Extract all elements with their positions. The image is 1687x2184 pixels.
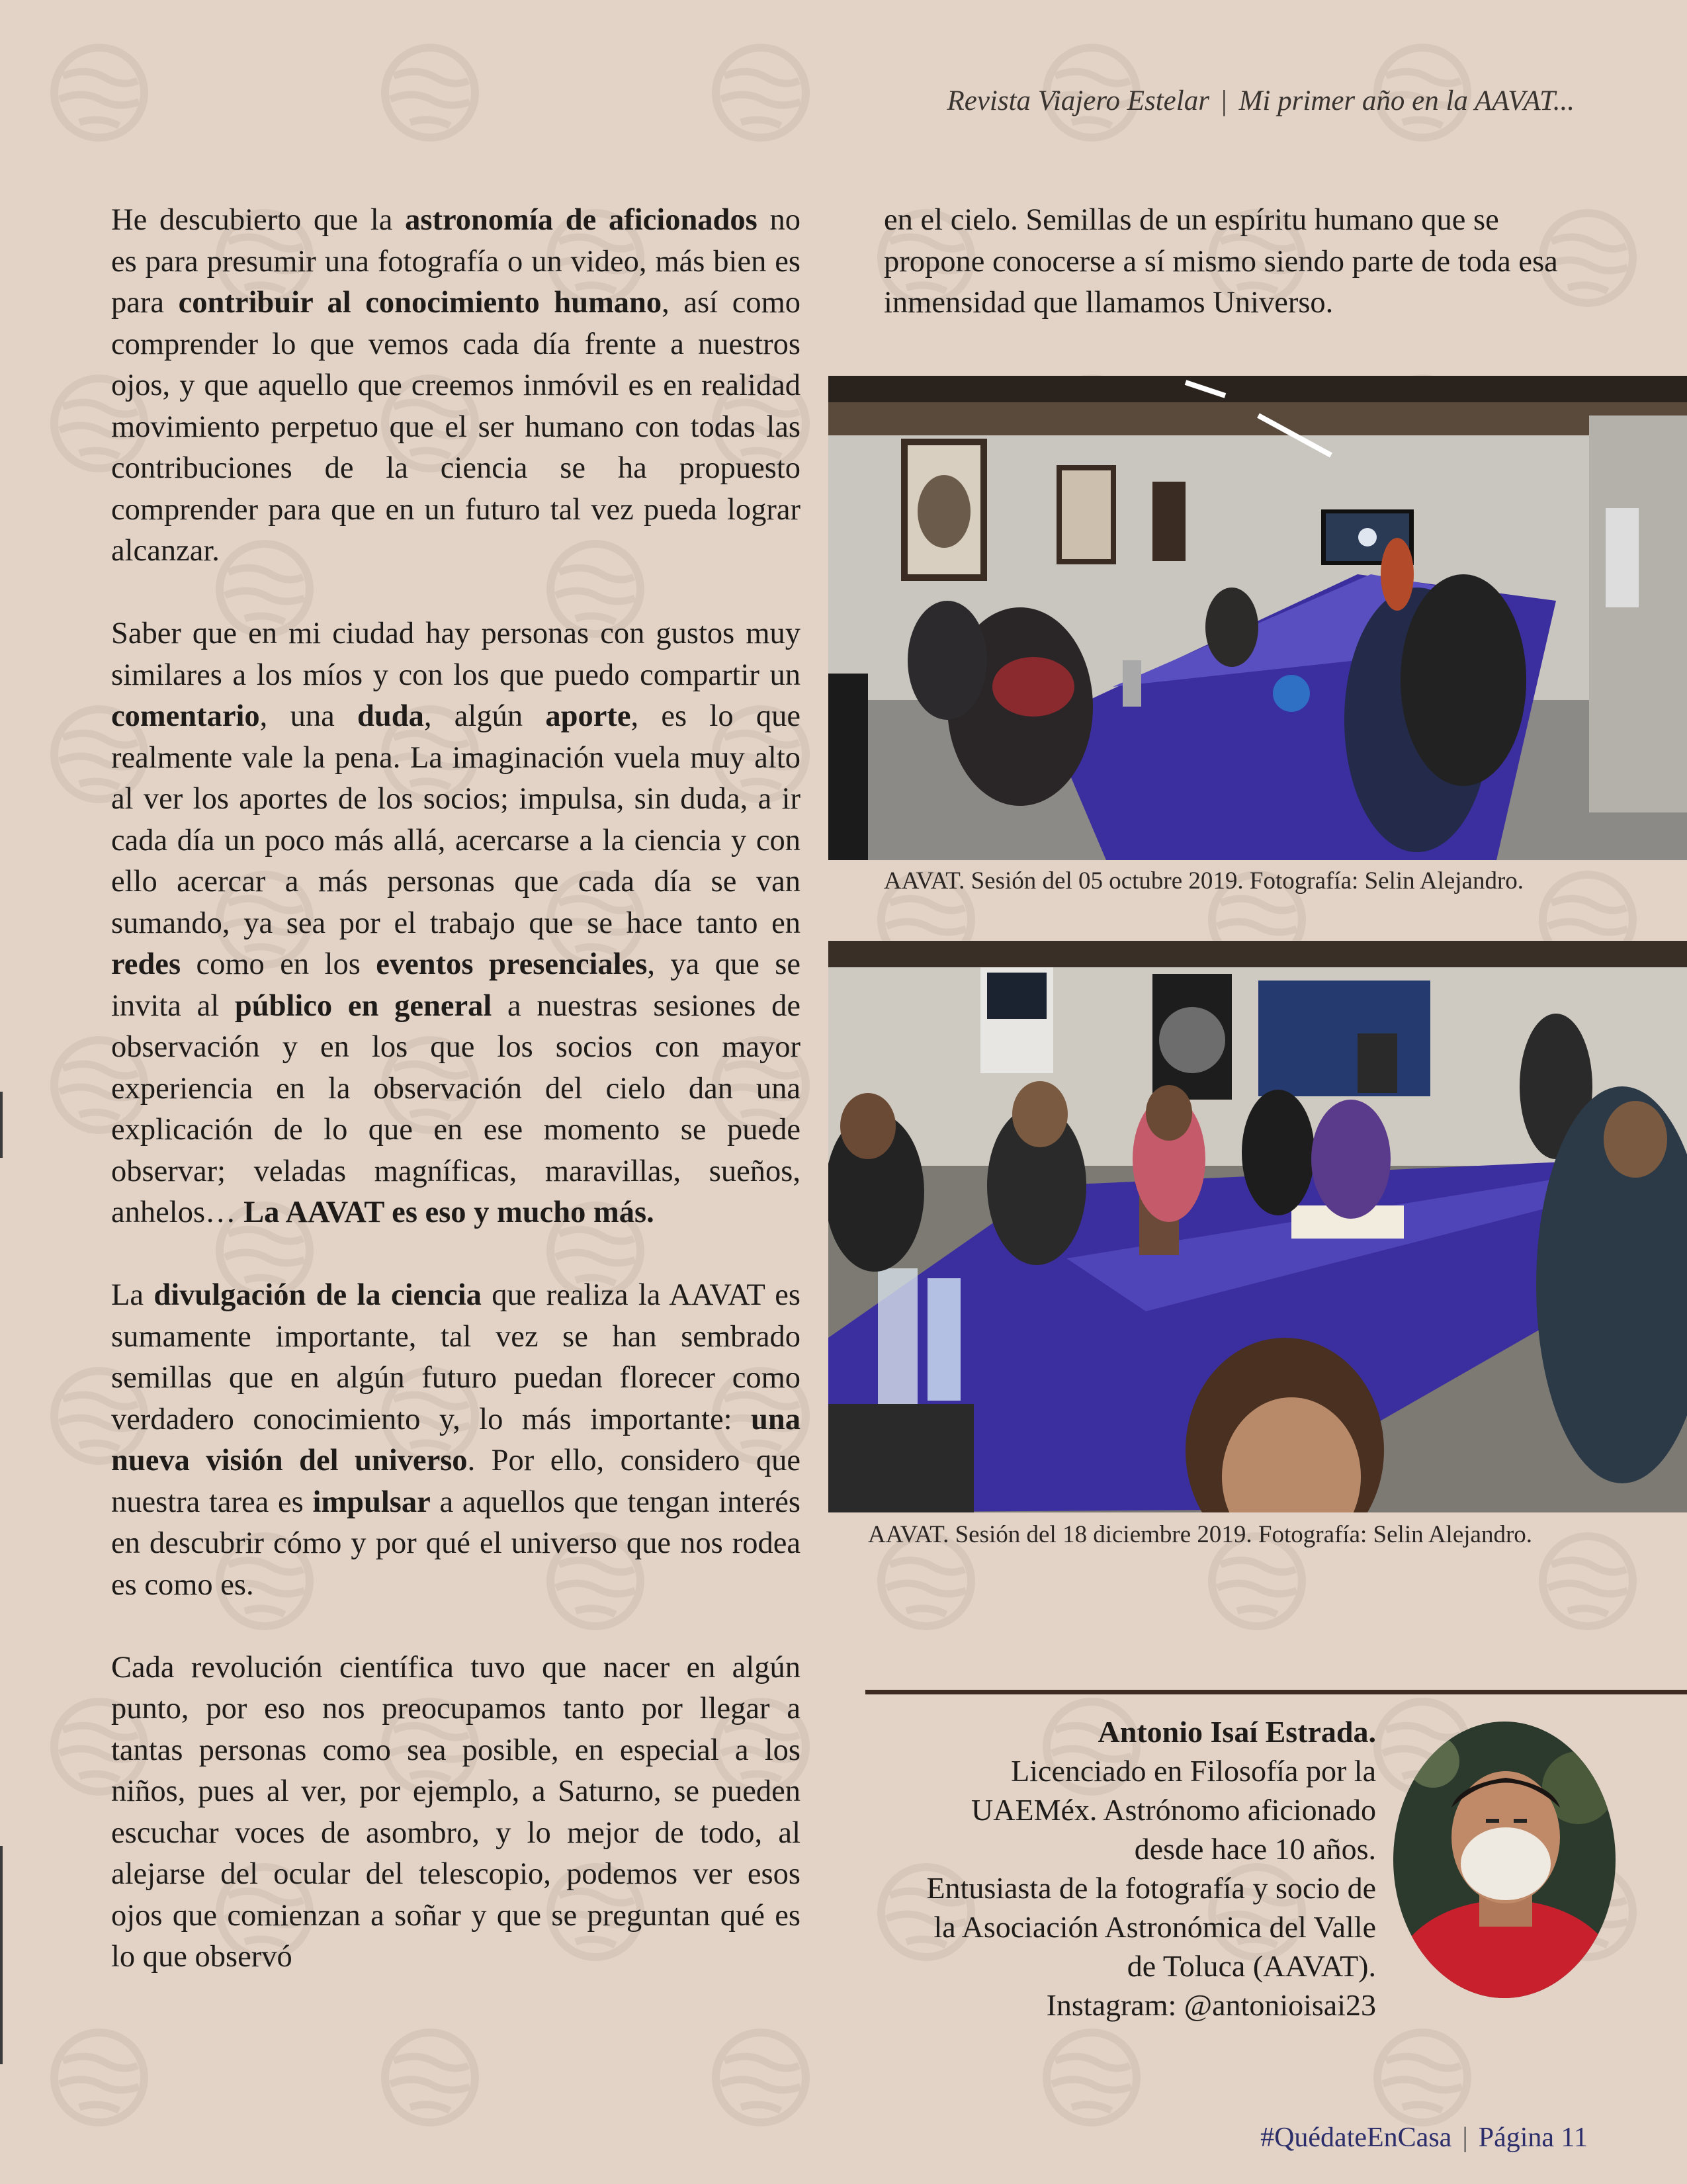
author-name: Antonio Isaí Estrada. (1098, 1715, 1376, 1749)
header-separator: | (1221, 85, 1227, 116)
paragraph-continuation: en el cielo. Semillas de un espíritu humano que se propone conocerse a sí mismo siendo parte de toda esa inmensidad que llamamos Universo. (884, 203, 1558, 320)
author-bio (781, 1712, 1376, 2025)
hashtag: #QuédateEnCasa (1260, 2122, 1452, 2153)
magazine-title: Revista Viajero Estelar (947, 85, 1209, 116)
scan-edge-mark (0, 1092, 3, 1158)
bio-line: Licenciado en Filosofía por la (1011, 1754, 1376, 1788)
author-avatar (1393, 1722, 1616, 1998)
page-footer (1260, 2122, 1588, 2154)
bio-line: de Toluca (AAVAT). (1127, 1949, 1376, 1983)
photo-session-december (828, 941, 1687, 1512)
footer-separator: | (1462, 2122, 1468, 2153)
paragraph-1: He descubierto que la astronomía de aficionados no es para presumir una fotografía o un video, más bien es para contribuir al conocimiento humano, así como comprender lo que vemos cada día frente a nuestros ojos, y que aquello que creemos inmóvil es en realidad movimiento perpetuo que el ser humano con todas las contribuciones de la ciencia se ha propuesto comprender para que en un futuro tal vez pueda lograr alcanzar. (111, 203, 800, 568)
article-title: Mi primer año en la AAVAT... (1238, 85, 1575, 116)
bio-line: Entusiasta de la fotografía y socio de (926, 1871, 1376, 1905)
bio-line: la Asociación Astronómica del Valle (933, 1910, 1376, 1944)
left-column (111, 200, 800, 2019)
paragraph-4: Cada revolución científica tuvo que nacer en algún punto, por eso nos preocupamos tanto por llegar a tantas personas como sea posible, en especial a los niños, pues al ver, por ejemplo, a Saturno, se pueden escuchar voces de asombro, y lo mejor de todo, al alejarse del ocular del telescopio, podemos ver esos ojos que comienzan a soñar y que se preguntan qué es lo que observó (111, 1650, 800, 1974)
photo-caption-1: AAVAT. Sesión del 05 octubre 2019. Fotografía: Selin Alejandro. (884, 867, 1524, 895)
right-column-text (884, 200, 1581, 324)
scan-edge-mark (0, 1846, 3, 2064)
photo-caption-2: AAVAT. Sesión del 18 diciembre 2019. Fotografía: Selin Alejandro. (868, 1521, 1533, 1548)
paragraph-3: La divulgación de la ciencia que realiza la AAVAT es sumamente importante, tal vez se han sembrado semillas que en algún futuro puedan florecer como verdadero conocimiento y, lo más importante: una nueva visión del universo. Por ello, considero que nuestra tarea es impulsar a aquellos que tengan interés en descubrir cómo y por qué el universo que nos rodea es como es. (111, 1278, 800, 1602)
bio-line: desde hace 10 años. (1134, 1832, 1376, 1866)
page-number: Página 11 (1478, 2122, 1588, 2153)
photo-session-october (828, 376, 1687, 860)
paragraph-2: Saber que en mi ciudad hay personas con gustos muy similares a los míos y con los que puedo compartir un comentario, una duda, algún aporte, es lo que realmente vale la pena. La imaginación vuela muy alto al ver los aportes de los socios; impulsa, sin duda, a ir cada día un poco más allá, acercarse a la ciencia y con ello acercar a más personas que cada día se van sumando, ya sea por el trabajo que se hace tanto en redes como en los eventos presenciales, ya que se invita al público en general a nuestras sesiones de observación y en los que los socios con mayor experiencia en la observación del cielo dan una explicación de lo que en ese momento se puede observar; veladas magníficas, maravillas, sueños, anhelos… La AAVAT es eso y mucho más. (111, 617, 801, 1229)
bio-line: UAEMéx. Astrónomo aficionado (971, 1793, 1376, 1827)
running-header (947, 85, 1575, 117)
bio-divider (865, 1690, 1687, 1694)
instagram-handle: Instagram: @antonioisai23 (1046, 1988, 1376, 2022)
